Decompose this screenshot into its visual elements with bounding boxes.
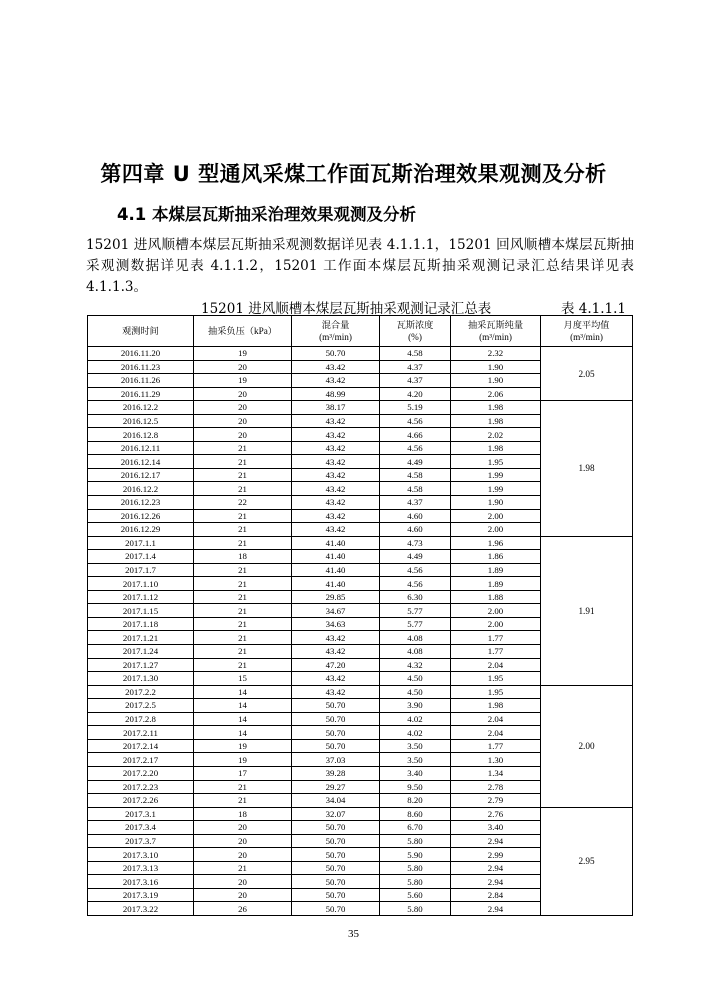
cell-monthly-average: 1.91 [541, 536, 633, 685]
cell-pressure: 20 [194, 834, 292, 848]
cell-mixed: 43.42 [292, 414, 380, 428]
cell-pure: 1.95 [451, 672, 541, 686]
cell-pure: 1.89 [451, 577, 541, 591]
cell-pure: 1.90 [451, 374, 541, 388]
cell-time: 2017.2.23 [88, 780, 194, 794]
cell-pure: 1.77 [451, 739, 541, 753]
cell-mixed: 48.99 [292, 387, 380, 401]
cell-pure: 1.99 [451, 482, 541, 496]
cell-pure: 2.94 [451, 902, 541, 916]
cell-concentration: 4.73 [380, 536, 451, 550]
cell-time: 2016.12.26 [88, 509, 194, 523]
cell-pure: 2.00 [451, 617, 541, 631]
cell-pure: 2.79 [451, 794, 541, 808]
cell-pressure: 21 [194, 523, 292, 537]
cell-time: 2016.11.26 [88, 374, 194, 388]
cell-pressure: 21 [194, 604, 292, 618]
cell-pressure: 26 [194, 902, 292, 916]
cell-time: 2017.3.22 [88, 902, 194, 916]
cell-pressure: 19 [194, 739, 292, 753]
cell-time: 2016.12.29 [88, 523, 194, 537]
cell-time: 2016.12.17 [88, 468, 194, 482]
cell-mixed: 41.40 [292, 550, 380, 564]
cell-concentration: 4.56 [380, 563, 451, 577]
cell-pure: 2.00 [451, 523, 541, 537]
cell-pressure: 21 [194, 631, 292, 645]
cell-pressure: 20 [194, 821, 292, 835]
cell-concentration: 5.60 [380, 888, 451, 902]
cell-mixed: 41.40 [292, 577, 380, 591]
cell-mixed: 38.17 [292, 401, 380, 415]
cell-mixed: 41.40 [292, 536, 380, 550]
cell-concentration: 4.02 [380, 712, 451, 726]
cell-concentration: 4.49 [380, 550, 451, 564]
header-monthly: 月度平均值 (m³/min) [541, 316, 633, 347]
cell-mixed: 50.70 [292, 821, 380, 835]
cell-mixed: 32.07 [292, 807, 380, 821]
cell-concentration: 3.40 [380, 766, 451, 780]
cell-concentration: 5.80 [380, 875, 451, 889]
cell-mixed: 50.70 [292, 848, 380, 862]
cell-pressure: 20 [194, 360, 292, 374]
cell-concentration: 6.70 [380, 821, 451, 835]
observation-table [87, 315, 633, 916]
cell-time: 2017.1.10 [88, 577, 194, 591]
cell-pressure: 14 [194, 699, 292, 713]
cell-time: 2016.11.20 [88, 347, 194, 361]
cell-mixed: 43.42 [292, 374, 380, 388]
cell-pure: 1.88 [451, 590, 541, 604]
cell-pressure: 21 [194, 617, 292, 631]
cell-pressure: 21 [194, 441, 292, 455]
cell-time: 2016.12.2 [88, 482, 194, 496]
cell-concentration: 4.37 [380, 360, 451, 374]
table-row [88, 401, 633, 415]
cell-pure: 1.98 [451, 441, 541, 455]
cell-time: 2017.2.11 [88, 726, 194, 740]
cell-mixed: 43.42 [292, 360, 380, 374]
cell-time: 2017.1.21 [88, 631, 194, 645]
cell-mixed: 50.70 [292, 739, 380, 753]
cell-concentration: 4.20 [380, 387, 451, 401]
cell-pressure: 21 [194, 645, 292, 659]
cell-pressure: 20 [194, 875, 292, 889]
cell-pure: 1.98 [451, 401, 541, 415]
cell-mixed: 37.03 [292, 753, 380, 767]
cell-pure: 2.32 [451, 347, 541, 361]
section-title: 4.1 本煤层瓦斯抽采治理效果观测及分析 [117, 205, 416, 224]
table-header-row [88, 316, 633, 347]
cell-concentration: 8.60 [380, 807, 451, 821]
cell-concentration: 4.56 [380, 414, 451, 428]
cell-time: 2017.1.4 [88, 550, 194, 564]
cell-pressure: 20 [194, 401, 292, 415]
cell-mixed: 50.70 [292, 875, 380, 889]
cell-mixed: 43.42 [292, 509, 380, 523]
cell-pressure: 14 [194, 685, 292, 699]
cell-time: 2017.1.18 [88, 617, 194, 631]
cell-concentration: 5.80 [380, 861, 451, 875]
cell-pure: 2.94 [451, 861, 541, 875]
cell-pressure: 21 [194, 577, 292, 591]
cell-concentration: 4.50 [380, 672, 451, 686]
cell-time: 2017.3.19 [88, 888, 194, 902]
cell-pure: 2.76 [451, 807, 541, 821]
cell-time: 2017.2.26 [88, 794, 194, 808]
cell-pressure: 21 [194, 590, 292, 604]
cell-monthly-average: 1.98 [541, 401, 633, 536]
cell-mixed: 41.40 [292, 563, 380, 577]
cell-pressure: 21 [194, 509, 292, 523]
cell-time: 2016.12.23 [88, 496, 194, 510]
cell-pressure: 19 [194, 753, 292, 767]
cell-pure: 2.04 [451, 726, 541, 740]
cell-time: 2017.2.2 [88, 685, 194, 699]
table-row [88, 347, 633, 361]
cell-concentration: 4.08 [380, 645, 451, 659]
cell-pure: 1.30 [451, 753, 541, 767]
cell-pressure: 19 [194, 347, 292, 361]
cell-concentration: 5.80 [380, 834, 451, 848]
cell-mixed: 50.70 [292, 726, 380, 740]
cell-mixed: 34.67 [292, 604, 380, 618]
cell-mixed: 50.70 [292, 861, 380, 875]
cell-pure: 1.99 [451, 468, 541, 482]
header-mixed: 混合量 (m³/min) [292, 316, 380, 347]
cell-pressure: 18 [194, 807, 292, 821]
cell-pressure: 21 [194, 794, 292, 808]
cell-pure: 2.78 [451, 780, 541, 794]
cell-pure: 3.40 [451, 821, 541, 835]
cell-concentration: 8.20 [380, 794, 451, 808]
cell-pressure: 21 [194, 780, 292, 794]
cell-pressure: 21 [194, 861, 292, 875]
cell-pressure: 20 [194, 387, 292, 401]
cell-pure: 2.00 [451, 509, 541, 523]
cell-pure: 1.95 [451, 455, 541, 469]
cell-concentration: 9.50 [380, 780, 451, 794]
table-row [88, 536, 633, 550]
header-pressure: 抽采负压（kPa） [194, 316, 292, 347]
cell-pure: 2.99 [451, 848, 541, 862]
cell-mixed: 50.70 [292, 347, 380, 361]
table-number: 表 4.1.1.1 [560, 301, 626, 317]
cell-mixed: 50.70 [292, 888, 380, 902]
cell-pressure: 17 [194, 766, 292, 780]
cell-concentration: 4.49 [380, 455, 451, 469]
cell-mixed: 43.42 [292, 685, 380, 699]
cell-pressure: 19 [194, 374, 292, 388]
cell-mixed: 43.42 [292, 441, 380, 455]
cell-mixed: 50.70 [292, 834, 380, 848]
table-caption: 15201 进风顺槽本煤层瓦斯抽采观测记录汇总表 [201, 301, 492, 317]
cell-pressure: 14 [194, 726, 292, 740]
cell-pressure: 21 [194, 658, 292, 672]
cell-mixed: 43.42 [292, 672, 380, 686]
cell-pure: 1.34 [451, 766, 541, 780]
cell-time: 2017.1.15 [88, 604, 194, 618]
cell-pure: 2.04 [451, 658, 541, 672]
cell-time: 2017.1.1 [88, 536, 194, 550]
cell-mixed: 29.85 [292, 590, 380, 604]
cell-concentration: 4.02 [380, 726, 451, 740]
cell-monthly-average: 2.05 [541, 347, 633, 401]
cell-concentration: 4.08 [380, 631, 451, 645]
cell-pure: 2.94 [451, 875, 541, 889]
cell-mixed: 43.42 [292, 496, 380, 510]
table-row [88, 685, 633, 699]
cell-time: 2017.1.7 [88, 563, 194, 577]
cell-pure: 1.95 [451, 685, 541, 699]
cell-concentration: 4.56 [380, 577, 451, 591]
cell-time: 2017.2.8 [88, 712, 194, 726]
cell-time: 2017.2.17 [88, 753, 194, 767]
cell-pressure: 20 [194, 428, 292, 442]
cell-concentration: 4.58 [380, 482, 451, 496]
cell-mixed: 50.70 [292, 902, 380, 916]
cell-monthly-average: 2.00 [541, 685, 633, 807]
cell-time: 2016.12.2 [88, 401, 194, 415]
cell-time: 2017.3.16 [88, 875, 194, 889]
cell-concentration: 4.60 [380, 523, 451, 537]
body-paragraph: 15201 进风顺槽本煤层瓦斯抽采观测数据详见表 4.1.1.1，15201 回风顺槽本煤层瓦斯抽采观测数据详见表 4.1.1.2，15201 工作面本煤层瓦斯抽采观测记录汇总结果详见表 4.1.1.3。 [86, 237, 634, 295]
table-row [88, 807, 633, 821]
cell-concentration: 4.50 [380, 685, 451, 699]
cell-mixed: 34.04 [292, 794, 380, 808]
cell-concentration: 4.66 [380, 428, 451, 442]
cell-pure: 1.77 [451, 645, 541, 659]
cell-mixed: 34.63 [292, 617, 380, 631]
cell-pressure: 21 [194, 468, 292, 482]
cell-mixed: 43.42 [292, 455, 380, 469]
cell-concentration: 4.37 [380, 496, 451, 510]
cell-pressure: 20 [194, 414, 292, 428]
cell-time: 2016.11.23 [88, 360, 194, 374]
cell-mixed: 43.42 [292, 645, 380, 659]
table-caption-row [86, 297, 626, 315]
cell-pure: 2.00 [451, 604, 541, 618]
cell-pure: 2.02 [451, 428, 541, 442]
cell-concentration: 4.58 [380, 347, 451, 361]
cell-pure: 2.94 [451, 834, 541, 848]
cell-pure: 2.06 [451, 387, 541, 401]
cell-pressure: 21 [194, 455, 292, 469]
cell-concentration: 5.77 [380, 617, 451, 631]
cell-pure: 1.86 [451, 550, 541, 564]
cell-time: 2016.11.29 [88, 387, 194, 401]
cell-concentration: 6.30 [380, 590, 451, 604]
cell-time: 2016.12.5 [88, 414, 194, 428]
cell-mixed: 39.28 [292, 766, 380, 780]
cell-pressure: 18 [194, 550, 292, 564]
cell-concentration: 3.50 [380, 753, 451, 767]
cell-pressure: 20 [194, 888, 292, 902]
cell-pure: 1.98 [451, 414, 541, 428]
cell-mixed: 43.42 [292, 631, 380, 645]
header-concentration: 瓦斯浓度 (%) [380, 316, 451, 347]
cell-time: 2017.3.10 [88, 848, 194, 862]
cell-concentration: 3.50 [380, 739, 451, 753]
cell-concentration: 4.37 [380, 374, 451, 388]
cell-pressure: 21 [194, 482, 292, 496]
table-body [88, 347, 633, 916]
cell-pure: 1.77 [451, 631, 541, 645]
cell-mixed: 29.27 [292, 780, 380, 794]
cell-time: 2017.3.1 [88, 807, 194, 821]
cell-pure: 1.90 [451, 360, 541, 374]
cell-mixed: 43.42 [292, 428, 380, 442]
cell-mixed: 43.42 [292, 482, 380, 496]
cell-concentration: 5.90 [380, 848, 451, 862]
cell-time: 2017.2.14 [88, 739, 194, 753]
chapter-title: 第四章 U 型通风采煤工作面瓦斯治理效果观测及分析 [100, 162, 607, 186]
cell-concentration: 4.56 [380, 441, 451, 455]
cell-pressure: 21 [194, 536, 292, 550]
cell-time: 2017.2.5 [88, 699, 194, 713]
cell-pressure: 15 [194, 672, 292, 686]
cell-pressure: 21 [194, 563, 292, 577]
cell-concentration: 5.80 [380, 902, 451, 916]
header-time: 观测时间 [88, 316, 194, 347]
cell-concentration: 5.19 [380, 401, 451, 415]
cell-concentration: 5.77 [380, 604, 451, 618]
cell-pure: 2.84 [451, 888, 541, 902]
cell-mixed: 43.42 [292, 468, 380, 482]
cell-pressure: 20 [194, 848, 292, 862]
page-number: 35 [348, 928, 359, 940]
cell-pressure: 14 [194, 712, 292, 726]
cell-time: 2017.1.24 [88, 645, 194, 659]
cell-time: 2017.3.4 [88, 821, 194, 835]
cell-monthly-average: 2.95 [541, 807, 633, 915]
cell-pressure: 22 [194, 496, 292, 510]
cell-pure: 1.89 [451, 563, 541, 577]
cell-time: 2017.1.12 [88, 590, 194, 604]
cell-time: 2017.1.30 [88, 672, 194, 686]
cell-time: 2017.3.13 [88, 861, 194, 875]
cell-time: 2017.2.20 [88, 766, 194, 780]
cell-pure: 1.98 [451, 699, 541, 713]
cell-time: 2016.12.14 [88, 455, 194, 469]
header-pure: 抽采瓦斯纯量 (m³/min) [451, 316, 541, 347]
cell-pure: 1.90 [451, 496, 541, 510]
cell-time: 2017.3.7 [88, 834, 194, 848]
cell-pure: 1.96 [451, 536, 541, 550]
cell-pure: 2.04 [451, 712, 541, 726]
cell-mixed: 43.42 [292, 523, 380, 537]
cell-time: 2017.1.27 [88, 658, 194, 672]
cell-mixed: 47.20 [292, 658, 380, 672]
cell-mixed: 50.70 [292, 699, 380, 713]
cell-concentration: 4.58 [380, 468, 451, 482]
cell-concentration: 4.60 [380, 509, 451, 523]
cell-concentration: 3.90 [380, 699, 451, 713]
cell-mixed: 50.70 [292, 712, 380, 726]
cell-concentration: 4.32 [380, 658, 451, 672]
cell-time: 2016.12.8 [88, 428, 194, 442]
cell-time: 2016.12.11 [88, 441, 194, 455]
